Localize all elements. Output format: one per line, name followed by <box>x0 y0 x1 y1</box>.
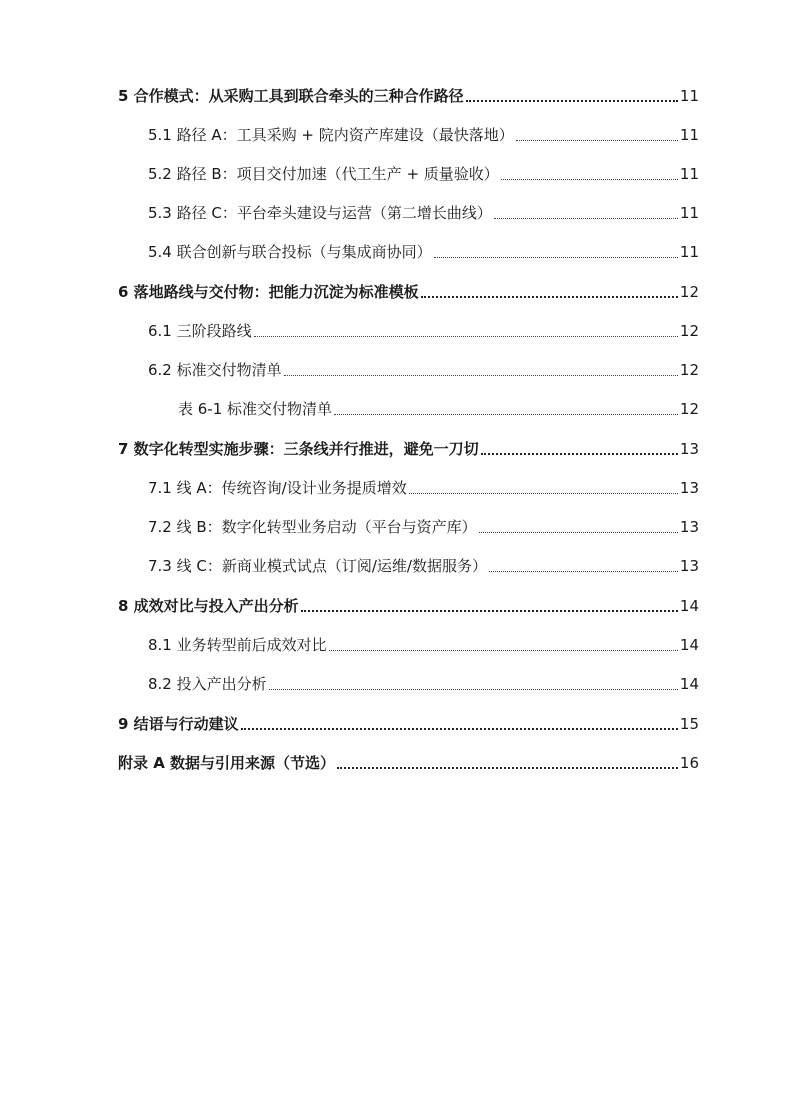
toc-entry[interactable] <box>0 751 790 773</box>
toc-page-number: 12 <box>679 361 699 379</box>
toc-page-number: 13 <box>679 479 699 497</box>
toc-entry-title: 8 成效对比与投入产出分析 <box>118 597 299 615</box>
toc-entry[interactable] <box>0 594 790 616</box>
dot-leader <box>269 689 678 690</box>
dot-leader <box>254 336 678 337</box>
toc-entry[interactable] <box>0 672 790 694</box>
toc-entry[interactable] <box>0 397 790 419</box>
toc-entry-title: 8.1 业务转型前后成效对比 <box>148 636 327 654</box>
toc-page-number: 11 <box>679 243 699 261</box>
toc-entry-title: 5 合作模式：从采购工具到联合牵头的三种合作路径 <box>118 87 464 105</box>
toc-page-number: 12 <box>679 283 699 301</box>
toc-page-number: 14 <box>679 597 699 615</box>
toc-page-number: 15 <box>679 715 699 733</box>
toc-entry-title: 7.1 线 A：传统咨询/设计业务提质增效 <box>148 479 407 497</box>
toc-entry[interactable] <box>0 201 790 223</box>
dot-leader <box>337 767 678 769</box>
toc-page-number: 13 <box>679 518 699 536</box>
toc-page-number: 12 <box>679 322 699 340</box>
dot-leader <box>301 610 678 612</box>
toc-entry[interactable] <box>0 280 790 302</box>
dot-leader <box>489 571 678 572</box>
toc-page-number: 16 <box>679 754 699 772</box>
dot-leader <box>334 414 678 415</box>
dot-leader <box>501 179 678 180</box>
dot-leader <box>421 296 678 298</box>
toc-entry[interactable] <box>0 476 790 498</box>
toc-entry-title: 9 结语与行动建议 <box>118 715 239 733</box>
dot-leader <box>479 532 678 533</box>
dot-leader <box>409 493 678 494</box>
toc-entry-title: 6.2 标准交付物清单 <box>148 361 282 379</box>
toc-entry[interactable] <box>0 162 790 184</box>
dot-leader <box>434 257 678 258</box>
toc-page-number: 11 <box>679 126 699 144</box>
dot-leader <box>466 100 678 102</box>
toc-entry[interactable] <box>0 84 790 106</box>
toc-entry-title: 7.2 线 B：数字化转型业务启动（平台与资产库） <box>148 518 477 536</box>
toc-entry[interactable] <box>0 437 790 459</box>
dot-leader <box>494 218 678 219</box>
dot-leader <box>284 375 678 376</box>
toc-entry[interactable] <box>0 123 790 145</box>
toc-entry-title: 6.1 三阶段路线 <box>148 322 252 340</box>
dot-leader <box>329 650 678 651</box>
toc-entry-title: 7 数字化转型实施步骤：三条线并行推进，避免一刀切 <box>118 440 479 458</box>
toc-page-number: 11 <box>679 165 699 183</box>
toc-entry-title: 7.3 线 C：新商业模式试点（订阅/运维/数据服务） <box>148 557 487 575</box>
toc-entry[interactable] <box>0 358 790 380</box>
toc-entry-title: 8.2 投入产出分析 <box>148 675 267 693</box>
toc-page-number: 11 <box>679 87 699 105</box>
toc-entry-title: 附录 A 数据与引用来源（节选） <box>118 754 336 772</box>
toc-page-number: 13 <box>679 440 699 458</box>
toc-entry-title: 表 6-1 标准交付物清单 <box>178 400 333 418</box>
dot-leader <box>481 453 678 455</box>
toc-page-number: 11 <box>679 204 699 222</box>
toc-entry-title: 5.1 路径 A：工具采购 + 院内资产库建设（最快落地） <box>148 126 514 144</box>
toc-entry[interactable] <box>0 240 790 262</box>
toc-entry-title: 6 落地路线与交付物：把能力沉淀为标准模板 <box>118 283 419 301</box>
toc-entry[interactable] <box>0 319 790 341</box>
toc-page-number: 14 <box>679 636 699 654</box>
dot-leader <box>516 140 678 141</box>
toc-entry[interactable] <box>0 554 790 576</box>
toc-entry-title: 5.2 路径 B：项目交付加速（代工生产 + 质量验收） <box>148 165 499 183</box>
toc-page-number: 13 <box>679 557 699 575</box>
toc-entry-title: 5.4 联合创新与联合投标（与集成商协同） <box>148 243 432 261</box>
toc-page-number: 14 <box>679 675 699 693</box>
toc-entry[interactable] <box>0 712 790 734</box>
toc-page-number: 12 <box>679 400 699 418</box>
toc-entry[interactable] <box>0 633 790 655</box>
toc-entry[interactable] <box>0 515 790 537</box>
dot-leader <box>241 728 678 730</box>
toc-entry-title: 5.3 路径 C：平台牵头建设与运营（第二增长曲线） <box>148 204 492 222</box>
